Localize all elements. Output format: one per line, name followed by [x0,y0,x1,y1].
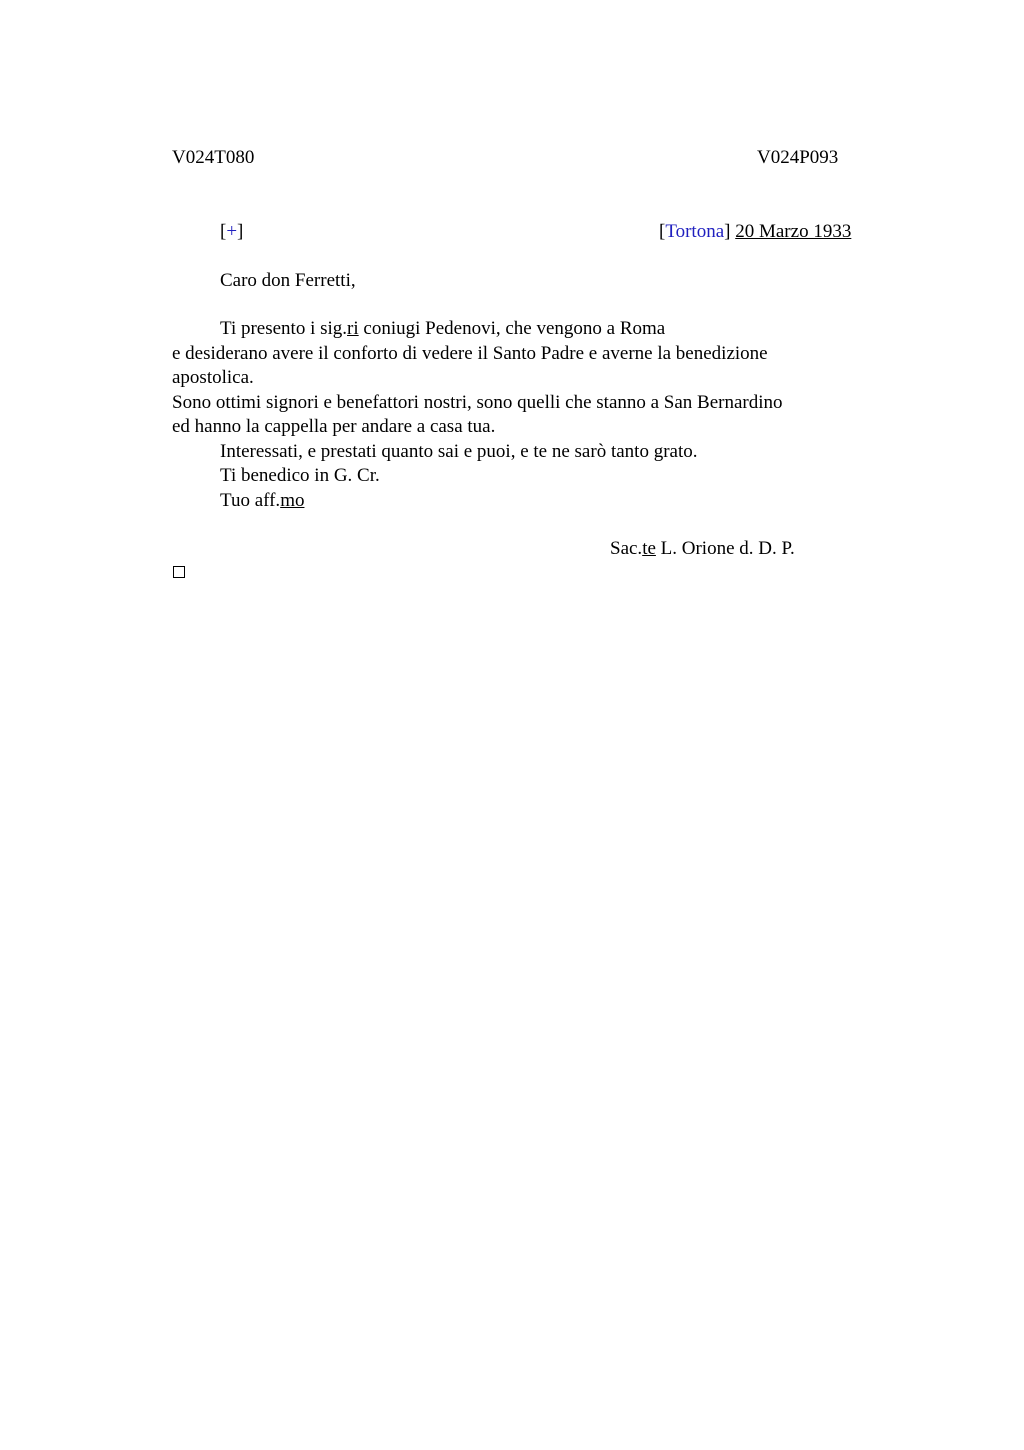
dateline [659,220,851,244]
abbrev-ri: ri [347,318,359,339]
signature [610,537,795,561]
abbrev-mo: mo [280,490,305,511]
letter-date: 20 Marzo 1933 [735,221,852,242]
body-line-6: Interessati, e prestati quanto sai e puoi, e te ne sarò tanto grato. [220,441,698,462]
end-marker-box [173,566,185,578]
cross-bracket-close: ] [237,221,244,242]
salutation: Caro don Ferretti, [220,270,356,291]
place-bracket-close: ] [724,221,731,242]
body-line-1 [220,317,665,341]
place-name: Tortona [665,221,725,242]
cross-symbol: + [226,221,238,242]
document-code-right: V024P093 [757,147,839,168]
body-line-5: ed hanno la cappella per andare a casa tua. [172,416,496,437]
body-line-1b: coniugi Pedenovi, che vengono a Roma [358,318,666,339]
closing [220,489,304,513]
document-code-left: V024T080 [172,147,255,168]
body-line-4: Sono ottimi signori e benefattori nostri, sono quelli che stanno a San Bernardino [172,392,783,413]
body-line-3: apostolica. [172,367,254,388]
cross-bracket-open: [ [220,221,227,242]
abbrev-te: te [642,538,656,559]
body-line-2: e desiderano avere il conforto di vedere il Santo Padre e averne la benedizione [172,343,768,364]
place-bracket-open: [ [659,221,666,242]
closing-text: Tuo aff. [220,490,281,511]
signature-sac: Sac. [610,538,643,559]
body-line-7: Ti benedico in G. Cr. [220,465,380,486]
cross-mark [220,220,243,244]
signature-name: L. Orione d. D. P. [655,538,795,559]
body-line-1a: Ti presento i sig. [220,318,348,339]
